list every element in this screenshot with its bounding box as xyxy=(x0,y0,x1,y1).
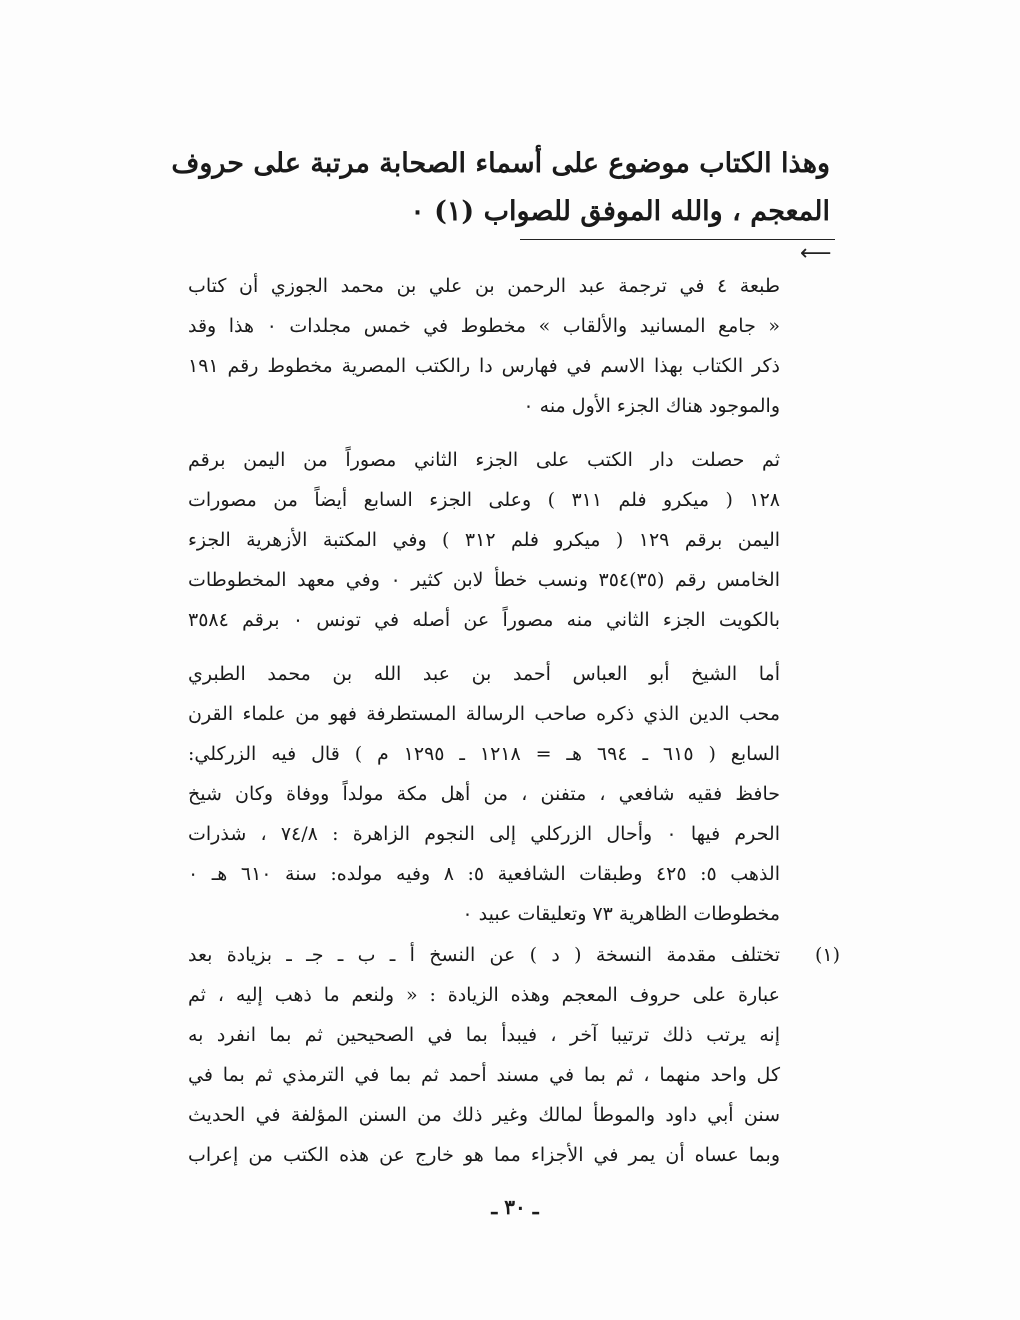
footnote-line: أما الشيخ أبو العباس أحمد بن عبد الله بن محمد الطبري xyxy=(188,663,780,685)
footnote-line: السابع ( ٦١٥ ـ ٦٩٤ هـ = ١٢١٨ ـ ١٢٩٥ م ) قال فيه الزركلي: xyxy=(188,743,780,765)
footnote-separator-rule xyxy=(520,239,835,240)
footnote-paragraph xyxy=(188,654,780,934)
footnote-line: ثم حصلت دار الكتب على الجزء الثاني مصوراً من اليمن برقم xyxy=(188,449,780,471)
footnote-line: كل واحد منهما ، ثم بما في مسند أحمد ثم بما في الترمذي ثم بما في xyxy=(188,1064,780,1086)
footnote-line: سنن أبي داود والموطأ لمالك وغير ذلك من السنن المؤلفة في الحديث xyxy=(188,1104,780,1126)
footnote-paragraph xyxy=(188,266,780,426)
footnote-line: مخطوطات الظاهرية ٧٣ وتعليقات عبيد ٠ xyxy=(462,903,780,925)
footnote-line: الحرم فيها ٠ وأحال الزركلي إلى النجوم الزاهرة : ٧٤/٨ ، شذرات xyxy=(188,823,780,845)
footnote-line: تختلف مقدمة النسخة ( د ) عن النسخ أ ـ ب ـ جـ ـ بزيادة بعد xyxy=(188,944,780,966)
footnote-line: « جامع المسانيد والألقاب » مخطوط في خمس مجلدات ٠ هذا وقد xyxy=(188,315,780,337)
footnote-line: عبارة على حروف المعجم وهذه الزيادة : « ولنعم ما ذهب إليه ، ثم xyxy=(188,984,780,1006)
footnote-paragraph xyxy=(188,440,780,640)
footnote-line: حافظ فقيه شافعي ، متفنن ، من أهل مكة مولداً ووفاة وكان شيخ xyxy=(188,783,780,805)
footnote-line: اليمن برقم ١٢٩ ( ميكرو فلم ٣١٢ ) وفي المكتبة الأزهرية الجزء xyxy=(188,529,781,551)
page-number: ـ ٣٠ ـ xyxy=(491,1195,539,1219)
footnote-line: الذهب ٥: ٤٢٥ وطبقات الشافعية ٥: ٨ وفيه مولده: سنة ٦١٠ هـ ٠ xyxy=(188,863,780,885)
footnote-line: طبعة ٤ في ترجمة عبد الرحمن بن علي بن محمد الجوزي أن كتاب xyxy=(188,275,781,297)
footnote-line: وبما عساه أن يمر في الأجزاء مما هو خارج عن هذه الكتب من إعراب xyxy=(188,1144,780,1166)
footnote-line: والموجود هناك الجزء الأول منه ٠ xyxy=(523,395,780,417)
main-text xyxy=(171,140,830,236)
footnote-line: إنه يرتب ذلك ترتيبا آخر ، فيبدأ بما في الصحيحين ثم بما انفرد به xyxy=(188,1024,780,1046)
footnote-line: ١٢٨ ( ميكرو فلم ٣١١ ) وعلى الجزء السابع أيضاً من مصورات xyxy=(188,489,780,511)
footnote-line: بالكويت الجزء الثاني منه مصوراً عن أصله في تونس ٠ برقم ٣٥٨٤ xyxy=(188,609,781,631)
main-line: المعجم ، والله الموفق للصواب (١) ٠ xyxy=(410,196,830,227)
footnote-line: الخامس رقم (٣٥)٣٥٤ ونسب خطأ لابن كثير ٠ وفي معهد المخطوطات xyxy=(188,569,780,591)
footnote-marker: (١) xyxy=(814,944,840,966)
main-line: وهذا الكتاب موضوع على أسماء الصحابة مرتبة على حروف xyxy=(171,148,830,179)
footnote-paragraph xyxy=(188,935,780,1175)
footnote-line: محب الدين الذي ذكره صاحب الرسالة المستطرفة فهو من علماء القرن xyxy=(188,703,780,725)
continuation-arrow-icon: ⟵ xyxy=(800,241,832,266)
footnote-line: ذكر الكتاب بهذا الاسم في فهارس دا رالكتب المصرية مخطوط رقم ١٩١ xyxy=(188,355,780,377)
